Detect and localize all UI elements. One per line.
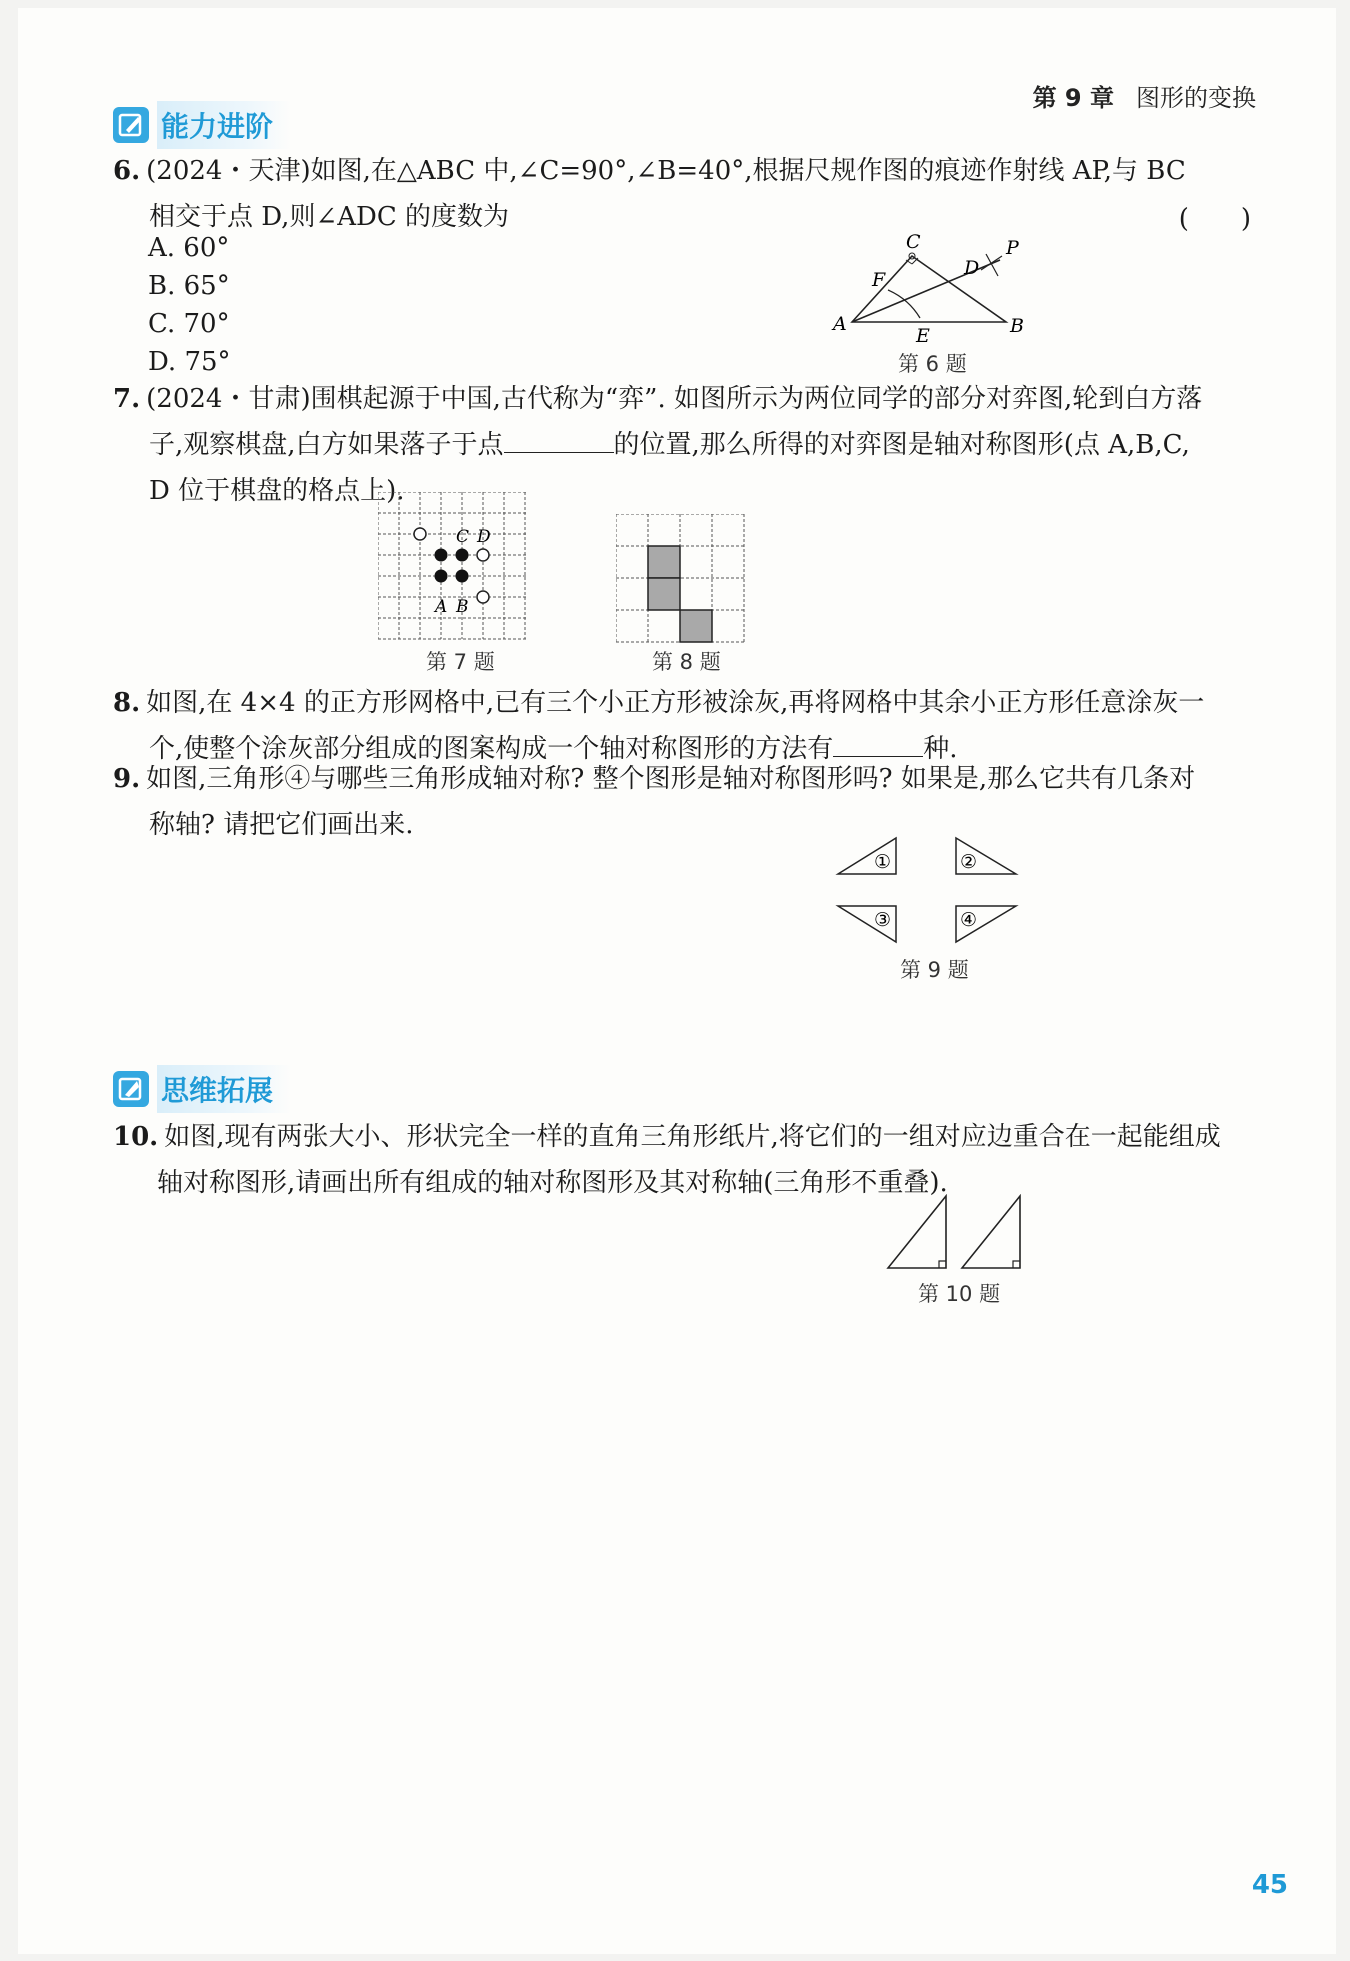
q10-caption: 第 10 题 bbox=[918, 1282, 1001, 1306]
q10-line1: 如图,现有两张大小、形状完全一样的直角三角形纸片,将它们的一组对应边重合在一起能组成 bbox=[164, 1122, 1221, 1152]
q9-triangle-4-label: ④ bbox=[960, 909, 978, 931]
q6-number: 6. bbox=[113, 156, 141, 186]
chapter-title: 图形的变换 bbox=[1136, 84, 1256, 112]
q6-label-p: P bbox=[1006, 237, 1019, 259]
section-extension bbox=[113, 1066, 291, 1112]
q6-choice-a: A. 60° bbox=[148, 233, 230, 263]
q6-triangle-figure bbox=[818, 230, 1058, 350]
q9-caption: 第 9 题 bbox=[900, 958, 969, 982]
q7-label-a: A bbox=[435, 597, 448, 617]
q7-number: 7. bbox=[113, 384, 141, 414]
chapter-header bbox=[1033, 78, 1256, 113]
rocket-icon bbox=[113, 1071, 149, 1107]
q9-triangle-2-label: ② bbox=[960, 851, 978, 873]
q8-answer-blank[interactable] bbox=[833, 728, 923, 757]
q6-line2: 相交于点 D,则∠ADC 的度数为 bbox=[149, 202, 510, 232]
q8-number: 8. bbox=[113, 688, 141, 718]
q7-label-b: B bbox=[456, 597, 469, 617]
section-advanced bbox=[113, 102, 291, 148]
q9-line1: 如图,三角形④与哪些三角形成轴对称? 整个图形是轴对称图形吗? 如果是,那么它共有几条对 bbox=[146, 764, 1196, 794]
q7-line2b: 的位置,那么所得的对弈图是轴对称图形(点 A,B,C, bbox=[613, 430, 1190, 460]
q6-choice-c: C. 70° bbox=[148, 309, 230, 339]
q6-label-d: D bbox=[964, 257, 980, 279]
q7-label-d: D bbox=[477, 527, 491, 547]
q9-line2: 称轴? 请把它们画出来. bbox=[149, 810, 414, 840]
page bbox=[18, 8, 1336, 1954]
q8-grid bbox=[616, 514, 746, 644]
q10-right-triangles-figure bbox=[886, 1194, 1026, 1272]
question-9 bbox=[113, 756, 1293, 848]
q9-triangles-figure bbox=[834, 836, 1034, 956]
q6-line1: (2024・天津)如图,在△ABC 中,∠C=90°,∠B=40°,根据尺规作图的痕迹作射线 AP,与 BC bbox=[146, 156, 1186, 186]
q7-answer-blank[interactable] bbox=[504, 424, 614, 453]
q6-choice-d: D. 75° bbox=[148, 347, 231, 377]
q6-answer-paren: ( ) bbox=[1178, 204, 1251, 234]
q8-caption: 第 8 题 bbox=[652, 650, 721, 674]
q9-number: 9. bbox=[113, 764, 141, 794]
q7-line2a: 子,观察棋盘,白方如果落子于点 bbox=[149, 430, 504, 460]
pencil-icon bbox=[113, 107, 149, 143]
q8-line2a: 个,使整个涂灰部分组成的图案构成一个轴对称图形的方法有 bbox=[149, 734, 834, 764]
q6-label-f: F bbox=[872, 269, 886, 291]
question-7 bbox=[113, 376, 1293, 514]
q9-triangle-3-label: ③ bbox=[874, 909, 892, 931]
question-6 bbox=[113, 148, 1293, 240]
q7-go-board bbox=[378, 492, 528, 642]
question-10 bbox=[113, 1114, 1293, 1206]
section-advanced-label: 能力进阶 bbox=[157, 101, 291, 149]
q8-line2b: 种. bbox=[923, 734, 958, 764]
q6-choice-b: B. 65° bbox=[148, 271, 230, 301]
q6-label-c: C bbox=[906, 231, 921, 253]
q7-line1: (2024・甘肃)围棋起源于中国,古代称为“弈”. 如图所示为两位同学的部分对弈图,轮到白方落 bbox=[146, 384, 1203, 414]
q7-line3: D 位于棋盘的格点上). bbox=[149, 476, 405, 506]
q6-label-b: B bbox=[1010, 315, 1024, 337]
q6-caption: 第 6 题 bbox=[898, 352, 967, 376]
q6-label-a: A bbox=[833, 313, 847, 335]
q6-label-e: E bbox=[916, 325, 930, 347]
q7-caption: 第 7 题 bbox=[426, 650, 495, 674]
page-number: 45 bbox=[1251, 1870, 1288, 1900]
q7-label-c: C bbox=[456, 527, 470, 547]
q10-number: 10. bbox=[113, 1122, 159, 1152]
q9-triangle-1-label: ① bbox=[874, 851, 892, 873]
q8-line1: 如图,在 4×4 的正方形网格中,已有三个小正方形被涂灰,再将网格中其余小正方形任意涂灰一 bbox=[146, 688, 1205, 718]
q10-line2: 轴对称图形,请画出所有组成的轴对称图形及其对称轴(三角形不重叠). bbox=[157, 1168, 948, 1198]
section-extension-label: 思维拓展 bbox=[157, 1065, 291, 1113]
chapter-number: 第 9 章 bbox=[1032, 84, 1114, 112]
